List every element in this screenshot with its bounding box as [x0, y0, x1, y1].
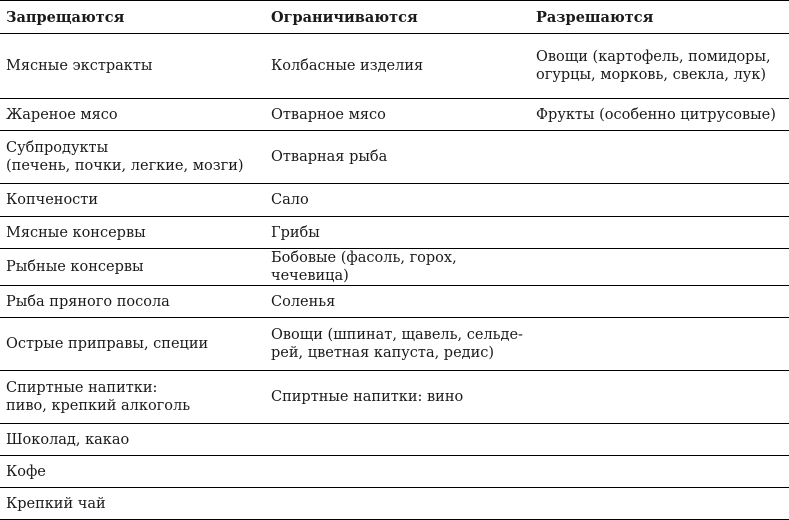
cell-forbidden: Крепкий чай	[0, 488, 265, 520]
cell-allowed	[530, 424, 789, 456]
table-row	[0, 99, 789, 131]
table-row	[0, 34, 789, 99]
cell-limited: Бобовые (фасоль, горох, чечевица)	[265, 249, 530, 286]
cell-limited	[265, 456, 530, 488]
cell-limited: Отварное мясо	[265, 99, 530, 131]
header-allowed: Разрешаются	[530, 1, 789, 34]
cell-allowed	[530, 456, 789, 488]
cell-limited	[265, 424, 530, 456]
header-limited: Ограничиваются	[265, 1, 530, 34]
table-row	[0, 318, 789, 371]
header-row	[0, 1, 789, 34]
cell-forbidden: Мясные экстракты	[0, 34, 265, 99]
cell-forbidden: Мясные консервы	[0, 217, 265, 249]
table-row	[0, 456, 789, 488]
cell-forbidden: Субпродукты (печень, почки, легкие, мозги)	[0, 131, 265, 184]
cell-allowed: Фрукты (особенно цитрусовые)	[530, 99, 789, 131]
cell-limited: Колбасные изделия	[265, 34, 530, 99]
cell-allowed	[530, 217, 789, 249]
table-row	[0, 249, 789, 286]
cell-allowed: Овощи (картофель, помидоры, огурцы, морковь, свекла, лук)	[530, 34, 789, 99]
table-row	[0, 488, 789, 520]
cell-allowed	[530, 286, 789, 318]
table-row	[0, 424, 789, 456]
cell-forbidden: Острые приправы, специи	[0, 318, 265, 371]
cell-limited	[265, 488, 530, 520]
cell-limited: Грибы	[265, 217, 530, 249]
cell-allowed	[530, 249, 789, 286]
cell-limited: Спиртные напитки: вино	[265, 371, 530, 424]
cell-limited: Соленья	[265, 286, 530, 318]
table-row	[0, 217, 789, 249]
cell-forbidden: Шоколад, какао	[0, 424, 265, 456]
cell-allowed	[530, 371, 789, 424]
table-row	[0, 184, 789, 217]
cell-forbidden: Спиртные напитки: пиво, крепкий алкоголь	[0, 371, 265, 424]
cell-limited: Отварная рыба	[265, 131, 530, 184]
table-row	[0, 371, 789, 424]
cell-forbidden: Жареное мясо	[0, 99, 265, 131]
cell-forbidden: Кофе	[0, 456, 265, 488]
cell-allowed	[530, 488, 789, 520]
header-forbidden: Запрещаются	[0, 1, 265, 34]
table-row	[0, 286, 789, 318]
cell-limited: Овощи (шпинат, щавель, сельде- рей, цветная капуста, редис)	[265, 318, 530, 371]
table-row	[0, 131, 789, 184]
cell-forbidden: Рыбные консервы	[0, 249, 265, 286]
cell-allowed	[530, 131, 789, 184]
cell-forbidden: Копчености	[0, 184, 265, 217]
cell-allowed	[530, 318, 789, 371]
cell-limited: Сало	[265, 184, 530, 217]
cell-forbidden: Рыба пряного посола	[0, 286, 265, 318]
cell-allowed	[530, 184, 789, 217]
